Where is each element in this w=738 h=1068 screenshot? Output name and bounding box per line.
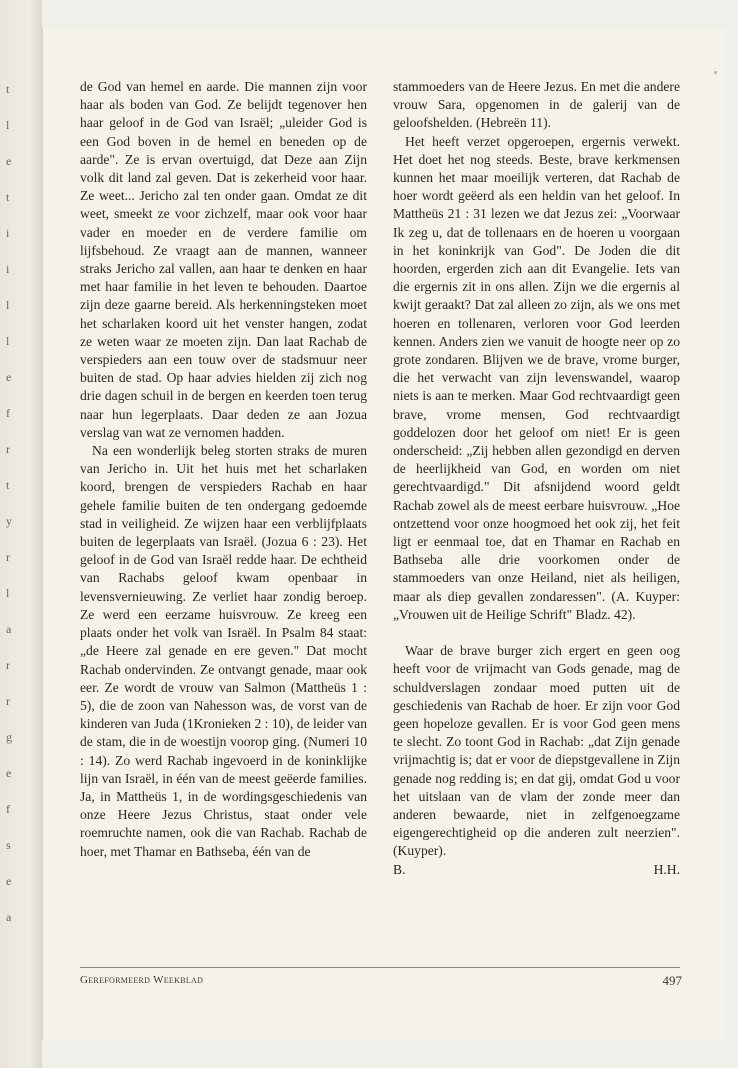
edge-letter: a	[6, 910, 12, 924]
page-number: 497	[662, 973, 682, 988]
paper-speck	[714, 71, 717, 74]
edge-letter: e	[6, 874, 12, 888]
paragraph: Het heeft verzet opgeroepen, ergernis verwekt. Het doet het nog steeds. Beste, brave kerkmensen kunnen het maar moeilijk verteren, dat Rachab de hoer wordt geëerd als een heldin van het geloof. In Mattheüs 21 : 31 lezen we dat Jezus zei: „Voorwaar Ik zeg u, dat de tollenaars en de hoeren u voorgaan in het koninkrijk van God". De Joden die dit hoorden, ergerden zich aan dit Evangelie. Iets van die ergernis zit in ons allen. Zijn we die ergernis al kwijt geraakt? Dat zal alleen zo zijn, als we ons met hoeren en tollenaren, verloren voor God leerden kennen. Anders zien we vanuit de hoogte neer op zo grote zondaren. Blijven we de brave, vrome burger, die het verwacht van zijn levenswandel, waarop niets is aan te merken. Maar God rechtvaardigt geen brave, vrome mensen, God rechtvaardigt goddelozen door het geloof om niet! Er is geen onderscheid: „Zij hebben allen gezondigd en derven de heerlijkheid van God, en worden om niet gerechtvaardigd." Dit afsnijdend woord geldt Rachab zowel als de meest eerbare huisvrouw. „Hoe ontzettend voor onze hoogmoed het ook zij, het feit ligt er eenmaal toe, dat en Thamar en Rachab en Bathseba alle drie voorkomen onder de stammoeders van onze Heiland, niet als heiligen, maar als diep gevallen zondaressen". (A. Kuyper: „Vrouwen uit de Heilige Schrift" Bladz. 42).	[393, 133, 680, 622]
signature-line	[393, 861, 680, 879]
edge-letter: r	[6, 550, 10, 564]
paragraph: Waar de brave burger zich ergert en geen oog heeft voor de vrijmacht van Gods genade, mag de schuldverslagen zondaar moed putten uit de geschiedenis van Rachab de hoer. Er zijn voor God geen hopeloze gevallen. Er is voor God geen mens te slecht. Zo toont God in Rachab: „dat Zijn genade vrijmachtig is; dat er voor de diepstgevallene in Zijn genade nog redding is; en dat gij, omdat God u voor het uitslaan van de vlam der zonde meer dan anderen bewaarde, niet in zelfgenoegzame eigengerechtigheid op die anderen zult neerzien". (Kuyper).	[393, 643, 680, 859]
paragraph: stammoeders van de Heere Jezus. En met die andere vrouw Sara, opgenomen in de galerij van de geloofshelden. (Hebreën 11).	[393, 79, 680, 131]
edge-letter: t	[6, 190, 10, 204]
signature-right: H.H.	[653, 861, 680, 877]
edge-letter: l	[6, 586, 10, 600]
edge-letter: t	[6, 478, 10, 492]
paragraph: de God van hemel en aarde. Die mannen zijn voor haar als boden van God. Ze belijdt tegenover hen haar geloof in de God van Israël; „uleider God is een God boven in de hemel en beneden op de aarde". Ze is ervan overtuigd, dat Deze aan Zijn volk dit land zal geven. Dat is zekerheid voor haar. Ze weet... Jericho zal ten onder gaan. Omdat ze dit weet, smeekt ze voor zichzelf, maar ook voor haar vader en moeder en de verdere familie om lijfsbehoud. Ze vraagt aan de mannen, wanneer straks Jericho zal vallen, aan haar te denken en haar met haar familie in het leven te behouden. Daartoe zijn deze gaarne bereid. Als herkenningsteken moet het scharlaken koord uit het venster hangen, zodat ze weten waar ze moeten zijn. Dan laat Rachab de verspieders aan een touw over de stadsmuur neer buiten de stad. Op haar advies hielden zij zich nog drie dagen schuil in de bergen en keerden toen terug naar hun legerplaats. Daar deden ze aan Jozua verslag van wat ze vernomen hadden.	[80, 79, 367, 440]
edge-letter: r	[6, 442, 10, 456]
edge-letter: r	[6, 658, 10, 672]
left-column	[80, 78, 367, 861]
edge-letter: i	[6, 226, 10, 240]
edge-letter: l	[6, 334, 10, 348]
edge-letter: f	[6, 406, 10, 420]
edge-letter: e	[6, 766, 12, 780]
edge-letter: l	[6, 298, 10, 312]
footer-rule	[80, 967, 680, 968]
edge-letter: i	[6, 262, 10, 276]
edge-letter: y	[6, 514, 12, 528]
signature-left: B.	[393, 861, 406, 877]
edge-letter: e	[6, 370, 12, 384]
edge-letter: f	[6, 802, 10, 816]
edge-letter: e	[6, 154, 12, 168]
edge-letter: a	[6, 622, 12, 636]
paragraph: Na een wonderlijk beleg storten straks de muren van Jericho in. Uit het huis met het scharlaken koord, brengen de verspieders Rachab en haar gehele familie buiten de ten ondergang gedoemde stad in veiligheid. Ze wijzen haar een verblijfplaats buiten de legerplaats van Israël. (Jozua 6 : 23). Het geloof in de God van Israël redde haar. De echtheid van Rachabs geloof kwam openbaar in levensvernieuwing. Ze verliet haar zondig beroep. Ze werd een eerzame huisvrouw. Ze kreeg een plaats onder het volk van Israël. In Psalm 84 staat: „de Heere zal genade en ere geven." Dat mocht Rachab ondervinden. Ze ontvangt genade, maar ook eer. Ze wordt de vrouw van Salmon (Mattheüs 1 : 5), die de zoon van Nahesson was, de vorst van de kinderen van Juda (1Kronieken 2 : 10), de leider van de stam, die in de woestijn voorop ging. (Numeri 10 : 14). Zo werd Rachab ingevoerd in de koninklijke lijn van Israël, in één van de meest geëerde families. Ja, in Mattheüs 1, in de wordingsgeschiedenis van onze Heere Jezus Christus, staat onder vele roemruchte namen, ook die van Rachab. Rachab de hoer, met Thamar en Bathseba, één van de	[80, 443, 367, 859]
edge-letter: s	[6, 838, 11, 852]
edge-letter: l	[6, 118, 10, 132]
edge-letter: t	[6, 82, 10, 96]
right-column	[393, 78, 680, 879]
publication-name: Gereformeerd Weekblad	[80, 974, 204, 986]
edge-letter: r	[6, 694, 10, 708]
edge-letter: g	[6, 730, 12, 744]
